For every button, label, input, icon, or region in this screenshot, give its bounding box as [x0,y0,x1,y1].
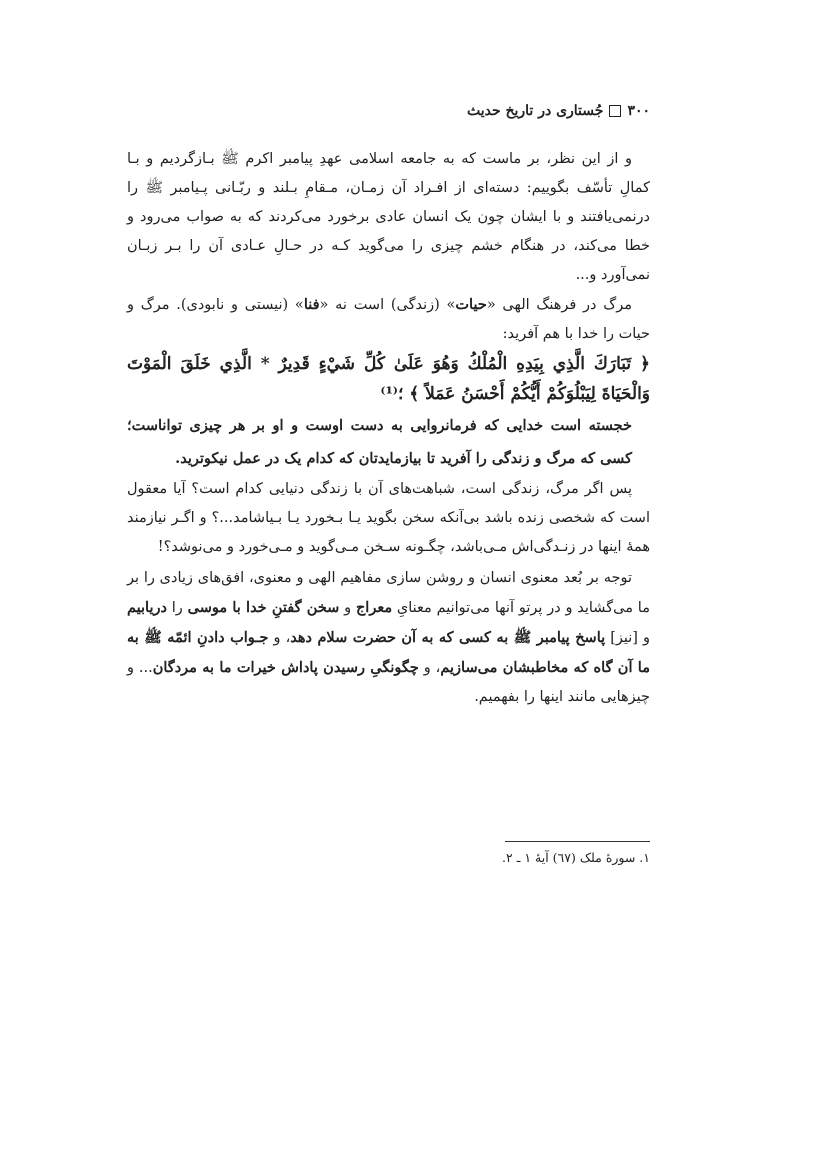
square-icon [609,105,621,117]
paragraph-2 [127,290,650,349]
quran-verse: ﴿ تَبَارَكَ الَّذِي بِيَدِهِ الْمُلْكُ وَهُوَ عَلَىٰ كُلِّ شَيْءٍ قَدِيرٌ * الَّذِي خَلَقَ الْمَوْتَ وَالْحَيَاةَ لِيَبْلُوَكُمْ أَيُّكُمْ أَحْسَنُ عَمَلاً ﴾ ؛⁽¹⁾ [127,354,650,404]
running-header [467,100,650,122]
text-run: » (نیستی و نابودی). مرگ و حیات را خدا با هم آفرید: [127,297,650,342]
book-title: جُستاری در تاریخ حدیث [466,103,604,119]
text-run: و [نیز] [605,630,650,646]
page-number: ۳۰۰ [627,103,650,119]
bold-term: معراج [355,599,393,616]
bold-term: پاسخ پیامبر ﷺ به کسی که به آن حضرت سلام دهد [290,629,606,646]
text-run: و [339,600,356,616]
bold-term-hayat: حیات [455,296,487,313]
footnote: ۱. سورهٔ ملک (٦٧) آیهٔ ۱ ـ ۲. [502,850,650,865]
text-run: » (زندگی) است نه « [319,297,456,313]
bold-term-fana: فنا [303,296,320,313]
text-run: ، و [268,630,291,646]
text-run: مرگ در فرهنگ الهی « [486,297,632,313]
paragraph-1: و از این نظر، بر ماست که به جامعه اسلامی عهدِ پیامبر اکرم ﷺ بـازگردیم و بـا کمالِ تأسّف بگوییم: دسته‌ای از افـراد آن زمـان، مـقامِ بـلند و ربّـانی پـیامبر ﷺ را درنمی‌یافتند و با ایشان چون یک انسان عادی برخورد می‌کردند که به صواب می‌رود و خطا می‌کند، در هنگام خشم چیزی را می‌گوید کـه در حـالِ عـادی آن را بـر زبـان نمی‌آورد و... [127,151,650,283]
text-run: ... و چیزهایی مانند اینها را بفهمیم. [127,660,650,705]
bold-term: دریابیم [127,599,167,616]
text-run: توجه بر بُعد معنوی انسان و روشن سازی مفاهیم الهی و معنوی، افق‌های زیادی را بر ما می‌گشاید و در پرتو آنها می‌توانیم معنایِ [127,570,650,616]
page [127,0,650,1169]
paragraph-3: پس اگر مرگ، زندگی است، شباهت‌های آن با زندگی دنیایی کدام است؟ آیا معقول است که شخصی زنده باشد بی‌آنکه سخن بگوید یـا بـخورد یـا بـیاشامد...؟ و اگـر نیازمند همهٔ اینها در زنـدگی‌اش مـی‌باشد، چگـونه سـخن مـی‌گوید و مـی‌خورد و می‌نوشد؟! [127,481,650,555]
bold-term: جـواب دادنِ ائمّه ﷺ به ما آن گاه که مخاطبشان می‌سازیم [127,629,650,676]
page-body [127,145,650,712]
text-run: ، و [418,660,441,676]
text-run: را [166,600,188,616]
bold-term: چگونگیِ رسیدن پاداش خیرات ما به مردگان [152,659,419,676]
paragraph-4 [127,564,650,712]
bold-term: سخن گفتنِ خدا با موسی [187,599,340,616]
verse-translation: خجسته است خدایی که فرمانروایی به دست اوست و او بر هر چیزی تواناست؛ کسی که مرگ و زندگی را آفرید تا بیازمایدتان که کدام یک در عمل نیکوترید. [127,417,632,467]
footnote-divider [505,841,650,842]
